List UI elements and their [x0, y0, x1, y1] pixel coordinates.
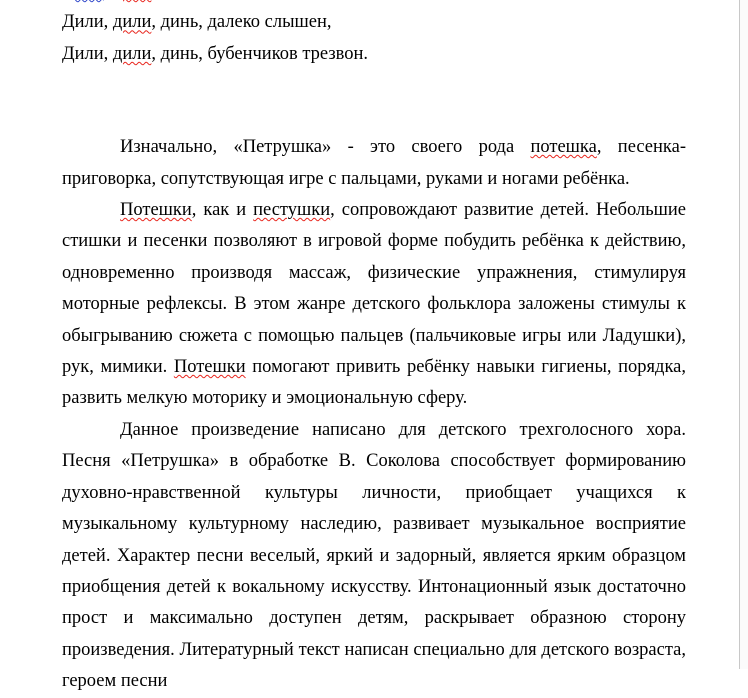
body-paragraph: Изначально, «Петрушка» - это своего рода потешка, песенка-приговорка, сопутствующая игре с пальцами, руками и ногами ребёнка.	[62, 137, 686, 189]
misspelled-word[interactable]: Потешки	[173, 357, 246, 378]
misspelled-word[interactable]: Потешки	[120, 200, 192, 221]
misspelled-word[interactable]: пестушки	[253, 200, 331, 221]
body-paragraph: Данное произведение написано для детского трехголосного хора. Песня «Петрушка» в обработке В. Соколова способствует формированию духовно-нравственной культуры личности, приобщает учащихся к музыкальному культурному наследию, развивает музыкальное восприятие детей. Характер песни веселый, яркий и задорный, является ярким образцом приобщения детей к вокальному искусству. Интонационный язык достаточно прост и максимально доступен детям, раскрывает образною сторону произведения. Литературный текст написан специально для детского возраста, героем песни	[62, 419, 686, 692]
body-paragraph: Потешки, как и пестушки, сопровождают развитие детей. Небольшие стишки и песенки позволяют в игровой форме побудить ребёнка к действию, одновременно производя массаж, физические упражнения, стимулируя моторные рефлексы. В этом жанре детского фольклора заложены стимулы к обыгрыванию сюжета с помощью пальцев (пальчиковые игры или Ладушки), рук, мимики. Потешки помогают привить ребёнку навыки гигиены, порядка, развить мелкую моторику и эмоциональную сферу.	[62, 200, 687, 409]
document-text-body[interactable]	[62, 0, 686, 698]
misspelled-word[interactable]: потешка	[530, 137, 597, 158]
grammar-flagged-word[interactable]	[62, 0, 104, 1]
verse-line: Дили, дили, динь, далеко слышен,	[62, 12, 332, 33]
paragraph-spacer	[62, 70, 686, 132]
verse-line	[62, 0, 686, 7]
verse-line: Дили, дили, динь, бубенчиков трезвон.	[62, 43, 369, 64]
misspelled-word[interactable]	[113, 0, 151, 1]
misspelled-word[interactable]: дили	[112, 12, 152, 33]
misspelled-word[interactable]: дили	[112, 43, 152, 64]
page-boundary-rule	[739, 0, 740, 669]
page-right-gutter	[740, 0, 748, 669]
